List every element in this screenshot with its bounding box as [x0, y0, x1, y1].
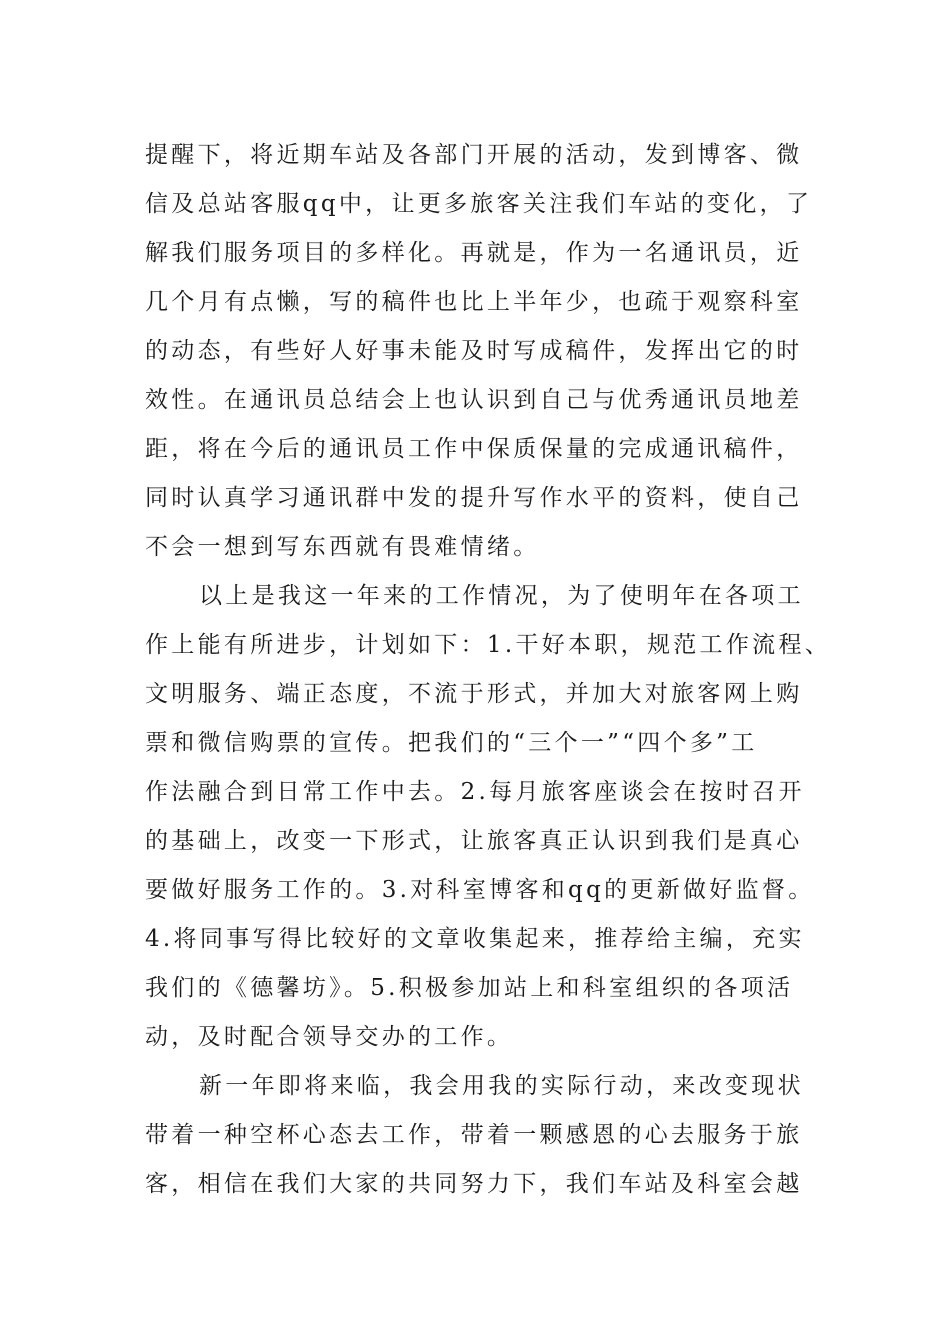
text-line: 的动态，有些好人好事未能及时写成稿件，发挥出它的时 [145, 338, 803, 364]
text-line: 效性。在通讯员总结会上也认识到自己与优秀通讯员地差 [145, 387, 803, 413]
text-line: 不会一想到写东西就有畏难情绪。 [145, 534, 540, 560]
paragraph-start-line: 新一年即将来临，我会用我的实际行动，来改变现状 [199, 1073, 804, 1099]
text-line: 作法融合到日常工作中去。2.每月旅客座谈会在按时召开 [145, 779, 805, 805]
text-line: 的基础上，改变一下形式，让旅客真正认识到我们是真心 [145, 828, 803, 854]
text-line: 提醒下，将近期车站及各部门开展的活动，发到博客、微 [145, 142, 803, 168]
text-line: 带着一种空杯心态去工作，带着一颗感恩的心去服务于旅 [145, 1122, 803, 1148]
text-line: 解我们服务项目的多样化。再就是，作为一名通讯员，近 [145, 240, 803, 266]
text-line: 距，将在今后的通讯员工作中保质保量的完成通讯稿件， [145, 436, 803, 462]
text-line: 作上能有所进步，计划如下：1.干好本职，规范工作流程、 [145, 632, 832, 658]
text-line: 我们的《德馨坊》。5.积极参加站上和科室组织的各项活 [145, 975, 794, 1001]
text-line: 4.将同事写得比较好的文章收集起来，推荐给主编，充实 [145, 926, 805, 952]
text-line: 动，及时配合领导交办的工作。 [145, 1024, 514, 1050]
paragraph-start-line: 以上是我这一年来的工作情况，为了使明年在各项工 [199, 583, 804, 609]
text-line: 几个月有点懒，写的稿件也比上半年少，也疏于观察科室 [145, 289, 803, 315]
text-line: 信及总站客服qq中，让更多旅客关注我们车站的变化，了 [145, 191, 813, 217]
text-line: 要做好服务工作的。3.对科室博客和qq的更新做好监督。 [145, 877, 815, 903]
text-line: 客，相信在我们大家的共同努力下，我们车站及科室会越 [145, 1171, 803, 1197]
text-line: 同时认真学习通讯群中发的提升写作水平的资料，使自己 [145, 485, 803, 511]
text-line: 文明服务、端正态度，不流于形式，并加大对旅客网上购 [145, 681, 803, 707]
body-text [145, 131, 832, 1209]
text-line: 票和微信购票的宣传。把我们的“三个一”“四个多”工 [145, 730, 758, 756]
